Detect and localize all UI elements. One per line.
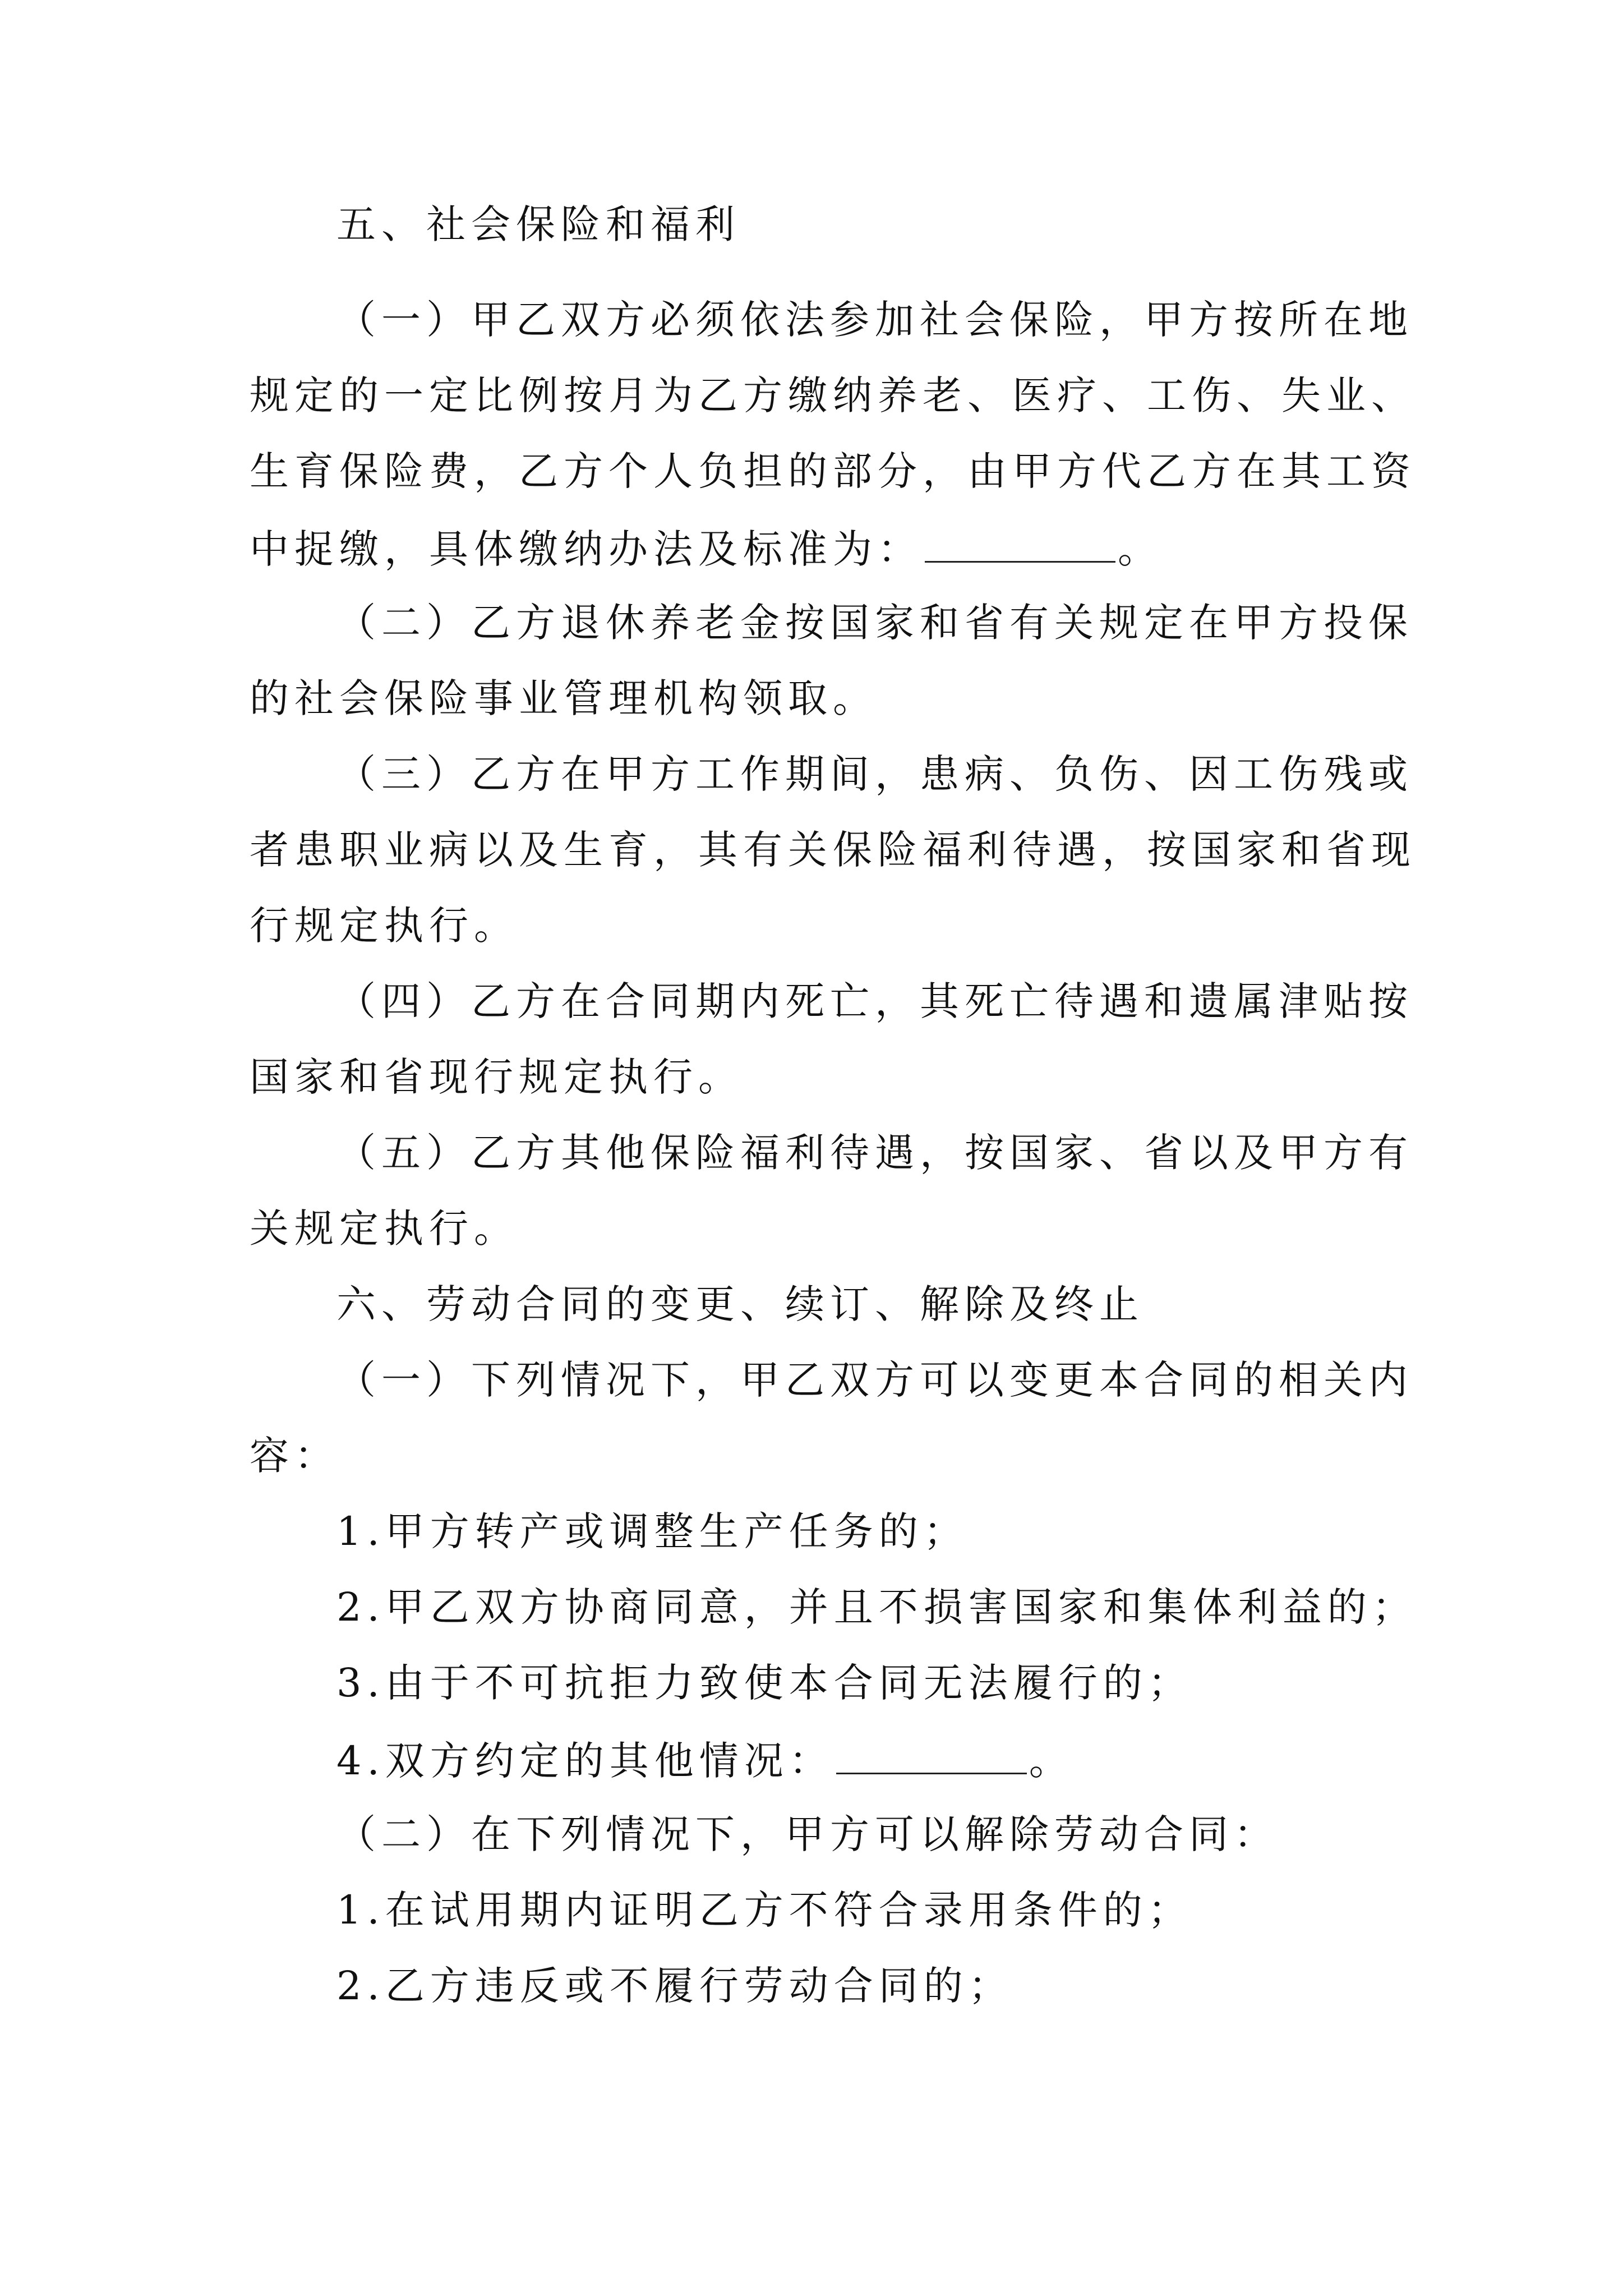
fill-in-blank[interactable]	[836, 1733, 1027, 1774]
paragraph-line: 国家和省现行规定执行。	[250, 1054, 743, 1100]
paragraph-text: 。	[1118, 526, 1163, 572]
list-item: 1.甲方转产或调整生产任务的；	[336, 1508, 969, 1554]
paragraph-line: 的社会保险事业管理机构领取。	[250, 675, 878, 721]
paragraph-text: 中捉缴，具体缴纳办法及标准为：	[250, 526, 923, 572]
section-heading-contract-changes: 六、劳动合同的变更、续订、解除及终止	[336, 1281, 1144, 1327]
list-item-with-blank	[336, 1733, 1074, 1784]
list-item: 3.由于不可抗拒力致使本合同无法履行的；	[336, 1660, 1193, 1706]
paragraph-line: 生育保险费，乙方个人负担的部分，由甲方代乙方在其工资	[250, 448, 1416, 494]
paragraph-line: 关规定执行。	[250, 1205, 519, 1251]
list-item-text: 。	[1029, 1738, 1074, 1784]
list-item: 2.乙方违反或不履行劳动合同的；	[336, 1963, 1013, 2009]
paragraph-line: 容：	[250, 1433, 339, 1479]
paragraph-line: （一）下列情况下，甲乙双方可以变更本合同的相关内	[336, 1357, 1413, 1403]
paragraph-line: 行规定执行。	[250, 903, 519, 949]
section-heading-social-insurance: 五、社会保险和福利	[336, 201, 740, 247]
paragraph-line-with-blank	[250, 522, 1163, 572]
paragraph-line: （四）乙方在合同期内死亡，其死亡待遇和遗属津贴按	[336, 978, 1413, 1024]
list-item: 2.甲乙双方协商同意，并且不损害国家和集体利益的；	[336, 1584, 1417, 1630]
paragraph-line: 者患职业病以及生育，其有关保险福利待遇，按国家和省现	[250, 827, 1416, 873]
paragraph-line: （二）乙方退休养老金按国家和省有关规定在甲方投保	[336, 600, 1413, 646]
list-item: 1.在试用期内证明乙方不符合录用条件的；	[336, 1887, 1193, 1933]
paragraph-line: （五）乙方其他保险福利待遇，按国家、省以及甲方有	[336, 1130, 1413, 1176]
paragraph-line: （三）乙方在甲方工作期间，患病、负伤、因工伤残或	[336, 751, 1413, 797]
paragraph-line: （二）在下列情况下，甲方可以解除劳动合同：	[336, 1811, 1279, 1857]
list-item-text: 4.双方约定的其他情况：	[336, 1738, 834, 1784]
paragraph-line: （一）甲乙双方必须依法参加社会保险，甲方按所在地	[336, 297, 1413, 343]
fill-in-blank[interactable]	[925, 522, 1115, 563]
paragraph-line: 规定的一定比例按月为乙方缴纳养老、医疗、工伤、失业、	[250, 372, 1416, 418]
